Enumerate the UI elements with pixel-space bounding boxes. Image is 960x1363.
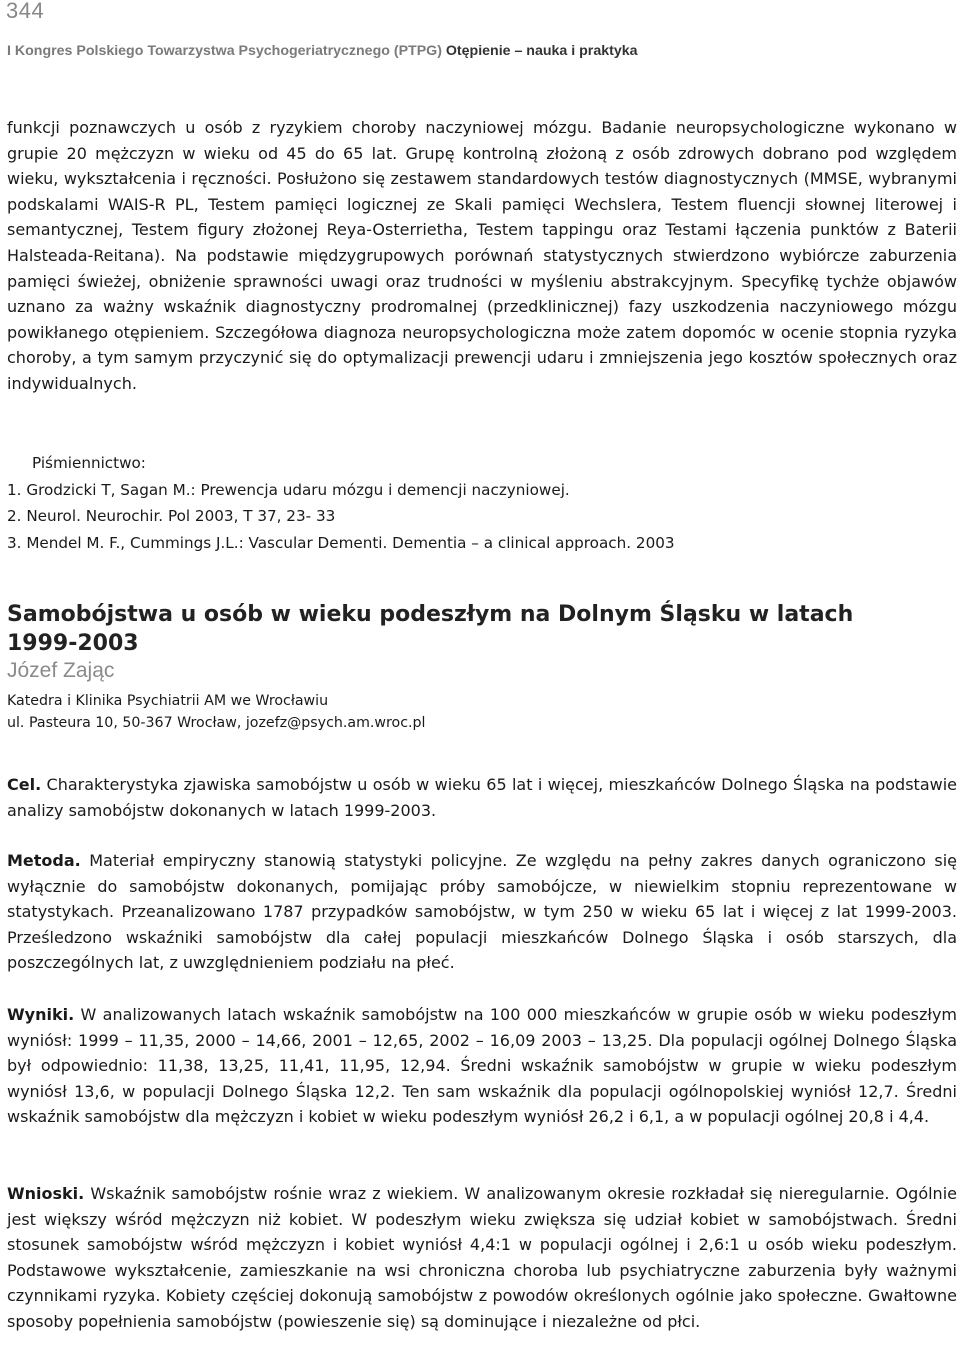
congress-theme: Otępienie – nauka i praktyka <box>445 43 638 59</box>
section-label: Cel. <box>7 775 42 794</box>
congress-name: I Kongres Polskiego Towarzystwa Psychogeriatrycznego (PTPG) <box>7 43 442 59</box>
section-label: Wnioski. <box>7 1184 85 1203</box>
article-title: Samobójstwa u osób w wieku podeszłym na Dolnym Śląsku w latach 1999-2003 <box>7 602 854 656</box>
section-method <box>7 848 957 976</box>
references-heading: Piśmiennictwo: <box>32 454 146 472</box>
section-label: Metoda. <box>7 851 81 870</box>
section-aim <box>7 772 957 823</box>
affiliation-block <box>7 690 425 734</box>
running-header <box>7 43 638 59</box>
section-text: Wskaźnik samobójstw rośnie wraz z wiekiem. W analizowanym okresie rozkładał się nieregularnie. Ogólnie jest większy wśród mężczyzn niż kobiet. W podeszłym wieku zwiększa się udział kobiet w samobójstwach. Średni stosunek samobójstw wśród mężczyzn i kobiet wyniósł 4,4:1 w populacji ogólnej i 2,6:1 u osób wieku podeszłym. Podstawowe wykształcenie, zamieszkanie na wsi chroniczna choroba lub psychiatryczne zaburzenia były ważnymi czynnikami ryzyka. Kobiety częściej dokonują samobójstw z powodów określonych ogólnie jako społeczne. Gwałtowne sposoby popełnienia samobójstw (powieszenie się) są dominujące i niezależne od płci. <box>7 1184 957 1331</box>
author-name: Józef Zając <box>7 659 115 682</box>
section-text: Charakterystyka zjawiska samobójstw u osób w wieku 65 lat i więcej, mieszkańców Dolnego Śląska na podstawie analizy samobójstw dokonanych w latach 1999-2003. <box>7 775 958 820</box>
address: ul. Pasteura 10, 50-367 Wrocław, jozefz@psych.am.wroc.pl <box>7 715 426 731</box>
reference-item: 2. Neurol. Neurochir. Pol 2003, T 37, 23- 33 <box>7 507 336 526</box>
section-text: Materiał empiryczny stanowią statystyki policyjne. Ze względu na pełny zakres danych ograniczono się wyłącznie do samobójstw dokonanych, pomijając próby samobójcze, w niewielkim stopniu reprezentowane w statystykach. Przeanalizowano 1787 przypadków samobójstw, w tym 250 w wieku 65 lat i więcej z lat 1999-2003. Prześledzono wskaźniki samobójstw dla całej populacji mieszkańców Dolnego Śląska i osób starszych, dla poszczególnych lat, z uwzględnieniem podziału na płeć. <box>7 851 957 973</box>
references <box>7 450 675 556</box>
section-results <box>7 1002 957 1130</box>
reference-item: 1. Grodzicki T, Sagan M.: Prewencja udaru mózgu i demencji naczyniowej. <box>7 480 570 499</box>
affiliation: Katedra i Klinika Psychiatrii AM we Wrocławiu <box>7 693 329 709</box>
section-text: W analizowanych latach wskaźnik samobójstw na 100 000 mieszkańców w grupie osób w wieku podeszłym wyniósł: 1999 – 11,35, 2000 – 14,66, 2001 – 12,65, 2002 – 16,09 2003 – 13,25. Dla populacji ogólnej Dolnego Śląska był odpowiednio: 11,38, 13,25, 11,41, 11,95, 12,94. Średni wskaźnik samobójstw w grupie w wieku podeszłym wyniósł 13,6, w populacji Dolnego Śląska 12,2. Ten sam wskaźnik dla populacji ogólnopolskiej wyniósł 12,7. Średni wskaźnik samobójstw dla mężczyzn i kobiet w wieku podeszłym wyniósł 26,2 i 6,1, a w populacji ogólnej 20,8 i 4,4. <box>7 1005 957 1127</box>
prev-article-continuation: funkcji poznawczych u osób z ryzykiem choroby naczyniowej mózgu. Badanie neuropsychologiczne wykonano w grupie 20 mężczyzn w wieku od 45 do 65 lat. Grupę kontrolną złożoną z osób zdrowych dobrano pod względem wieku, wykształcenia i ręczności. Posłużono się zestawem standardowych testów diagnostycznych (MMSE, wybranymi podskalami WAIS-R PL, Testem pamięci logicznej ze Skali pamięci Wechslera, Testem fluencji słownej literowej i semantycznej, Testem figury złożonej Reya-Osterrietha, Testem tappingu oraz Testami łączenia punktów z Baterii Halsteada-Reitana). Na podstawie międzygrupowych porównań statystycznych stwierdzono wybiórcze zaburzenia pamięci świeżej, obniżenie sprawności uwagi oraz trudności w myśleniu abstrakcyjnym. Specyfikę tychże objawów uznano za ważny wskaźnik diagnostyczny prodromalnej (przedklinicznej) fazy uszkodzenia naczyniowego mózgu powikłanego otępieniem. Szczegółowa diagnoza neuropsychologiczna może zatem dopomóc w ocenie stopnia ryzyka choroby, a tym samym przyczynić się do optymalizacji prewencji udaru i zmniejszenia jego kosztów społecznych oraz indywidualnych. <box>7 118 957 393</box>
section-label: Wyniki. <box>7 1005 75 1024</box>
section-conclusions <box>7 1181 957 1335</box>
reference-item: 3. Mendel M. F., Cummings J.L.: Vascular Dementi. Dementia – a clinical approach. 2003 <box>7 533 675 552</box>
page-number: 344 <box>6 0 45 23</box>
